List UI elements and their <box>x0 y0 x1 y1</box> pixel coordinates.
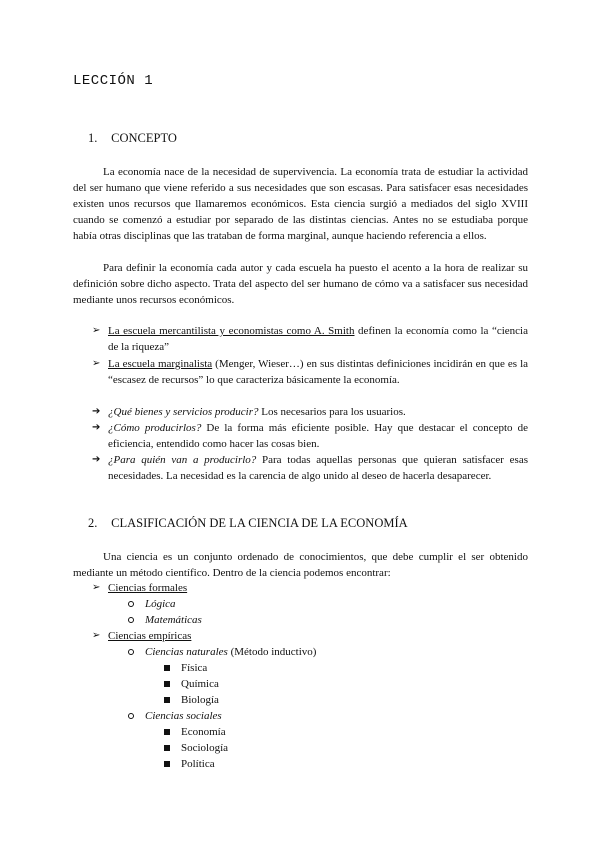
square-bullet-icon <box>164 729 170 735</box>
natural-science-item: Física <box>181 662 208 674</box>
formal-science-item: Lógica <box>145 598 176 610</box>
square-bullet-icon <box>164 681 170 687</box>
natural-sciences-label: Ciencias naturales (Método inductivo) <box>145 646 317 658</box>
circle-bullet-icon <box>128 617 134 623</box>
circle-bullet-icon <box>128 649 134 655</box>
arrowhead-bullet-icon: ➢ <box>92 630 101 641</box>
section-2-number: 2. <box>88 516 98 530</box>
social-sciences-label: Ciencias sociales <box>145 710 222 722</box>
square-bullet-icon <box>164 697 170 703</box>
question-item <box>108 405 528 421</box>
square-bullet-icon <box>164 745 170 751</box>
section-2-title: CLASIFICACIÓN DE LA CIENCIA DE LA ECONOMÍA <box>111 516 408 530</box>
square-bullet-icon <box>164 761 170 767</box>
formal-science-item: Matemáticas <box>145 614 202 626</box>
school-name: La escuela mercantilista y economistas como A. Smith <box>108 325 355 337</box>
question-answer: Para todas aquellas personas que quieran satisfacer esas necesidades. La necesidad es la carencia de algo unido al deseo de hacerla desaparecer. <box>108 454 529 482</box>
section-2-heading <box>88 516 408 531</box>
question-answer: Los necesarios para los usuarios. <box>258 406 406 418</box>
circle-bullet-icon <box>128 713 134 719</box>
question-text: ¿Para quién van a producirlo? <box>108 454 257 466</box>
question-text: ¿Cómo producirlos? <box>108 422 202 434</box>
natural-science-item: Química <box>181 678 219 690</box>
section-1-heading <box>88 131 177 146</box>
section-1-number: 1. <box>88 131 98 145</box>
formal-sciences-label: Ciencias formales <box>108 582 188 594</box>
question-text: ¿Qué bienes y servicios producir? <box>108 406 259 418</box>
question-answer: De la forma más eficiente posible. Hay que destacar el concepto de eficiencia, entendido como hacer las cosas bien. <box>108 422 528 450</box>
arrowhead-bullet-icon: ➢ <box>92 582 101 593</box>
section-2-paragraph: Una ciencia es un conjunto ordenado de conocimientos, que debe cumplir el ser obtenido mediante un método científico. Dentro de la ciencia podemos encontrar: <box>73 551 528 579</box>
square-bullet-icon <box>164 665 170 671</box>
section-1-title: CONCEPTO <box>111 131 177 145</box>
arrowhead-bullet-icon: ➢ <box>92 358 101 369</box>
arrow-bullet-icon: ➔ <box>92 422 101 433</box>
lesson-title: LECCIÓN 1 <box>73 73 154 89</box>
natural-science-item: Biología <box>181 694 219 706</box>
social-science-item: Economía <box>181 726 226 738</box>
school-item <box>108 357 528 388</box>
school-name: La escuela marginalista <box>108 358 213 370</box>
section-1-paragraph-2: Para definir la economía cada autor y cada escuela ha puesto el acento a la hora de realizar su definición sobre dicho aspecto. Trata del aspecto del ser humano de cómo va a satisfacer sus necesidad mediante unos recursos económicos. <box>73 262 528 306</box>
social-science-item: Política <box>181 758 215 770</box>
empirical-sciences-label: Ciencias empíricas <box>108 630 192 642</box>
arrow-bullet-icon: ➔ <box>92 406 101 417</box>
circle-bullet-icon <box>128 601 134 607</box>
school-description: (Menger, Wieser…) en sus distintas definiciones incidirán en que es la “escasez de recursos” lo que caracteriza básicamente la economía. <box>108 358 529 386</box>
section-1-paragraph-1: La economía nace de la necesidad de supervivencia. La economía trata de estudiar la actividad del ser humano que viene referido a sus necesidades que son escasas. Para satisfacer esas necesidades existen unos recursos que llamaremos económicos. Esta ciencia surgió a mediados del siglo XVIII cuando se comenzó a estudiar por separado de las distintas ciencias. Antes no se estudiaba porque había otras disciplinas que las trataban de forma marginal, aunque haciendo referencia a ellos. <box>73 166 528 242</box>
school-description: definen la economía como la “ciencia de la riqueza” <box>108 325 528 353</box>
arrowhead-bullet-icon: ➢ <box>92 325 101 336</box>
social-science-item: Sociología <box>181 742 229 754</box>
question-item <box>108 421 528 452</box>
school-item <box>108 324 528 355</box>
question-item <box>108 453 528 484</box>
arrow-bullet-icon: ➔ <box>92 454 101 465</box>
